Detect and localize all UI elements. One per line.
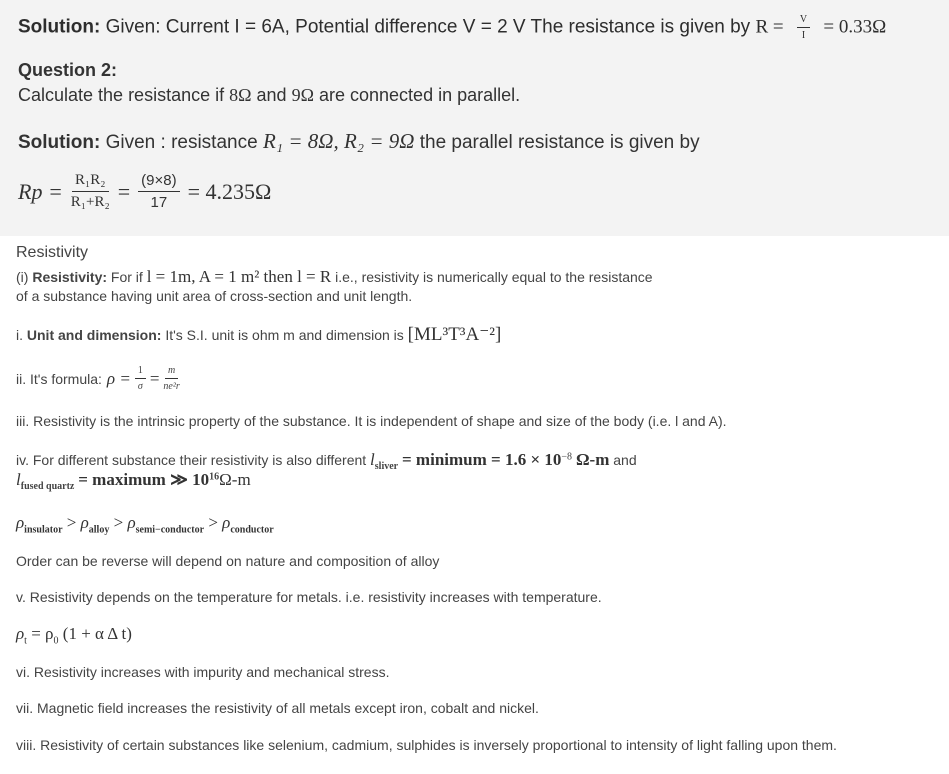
rp-frac-1-num: R₁R₂ — [72, 172, 108, 192]
q2-text-after: are connected in parallel. — [319, 85, 521, 105]
question-2-text — [18, 85, 520, 106]
order-line — [16, 513, 939, 535]
q2-text-before: Calculate the resistance if — [18, 85, 225, 105]
formula-frac-2 — [163, 365, 179, 392]
item-8: viii. Resistivity of certain substances like selenium, cadmium, sulphides is inversely proportional to intensity of light falling upon them. — [16, 737, 837, 753]
unit-math: [ML³T³A⁻²] — [407, 324, 502, 345]
def-label: Resistivity: — [32, 269, 108, 285]
item-4-sub-1: sliver — [374, 460, 399, 472]
parallel-equation — [18, 172, 271, 211]
temp-mid: = ρ — [31, 624, 54, 643]
rp-frac-2-num: (9×8) — [138, 172, 179, 192]
rho-sub-semi: semi−conductor — [135, 524, 205, 536]
unit-dimension — [16, 323, 939, 346]
solution-2-values: R₁ = 8Ω, R₂ = 9Ω — [262, 129, 415, 153]
resistivity-definition — [16, 267, 939, 287]
question-2-heading: Question 2: — [18, 60, 118, 80]
item-3: iii. Resistivity is the intrinsic property of the substance. It is independent of shape and size of the body (i.e. l and A). — [16, 413, 727, 429]
rp-frac-1 — [71, 172, 110, 211]
rho-sub-insulator: insulator — [24, 524, 63, 536]
formula-frac-1 — [135, 365, 146, 392]
gt-3: > — [208, 513, 218, 532]
rho-sub-conductor: conductor — [230, 524, 274, 536]
q2-r2: 9Ω — [291, 85, 314, 105]
solution-2-text: Given : resistance — [105, 132, 258, 153]
item-4-unit: Ω-m — [575, 450, 610, 469]
solution-2-after: the parallel resistance is given by — [419, 132, 700, 153]
formula-f1-den: σ — [137, 381, 143, 392]
item-4-sup-2: 16 — [209, 471, 220, 483]
def-line-2: of a substance having unit area of cross-section and unit length. — [16, 288, 413, 304]
item-4-and: and — [613, 452, 637, 468]
temperature-equation — [16, 624, 939, 646]
rho-2: ρ — [80, 513, 89, 532]
item-4-sub-2: fused quartz — [20, 480, 75, 492]
temp-rhs: (1 + α Δ t) — [62, 624, 132, 643]
formula-text: ii. It's formula: — [16, 370, 102, 387]
solution-1-label: Solution: — [18, 16, 101, 38]
temp-sub-0: 0 — [53, 635, 59, 647]
formula-line: ii. It's formula: ρ = $\frac{1}{\sigma}$ = $\frac{m}{\text{ne²r}}$ — [16, 365, 180, 392]
resistivity-title: Resistivity — [16, 244, 89, 261]
order-note: Order can be reverse will depend on nature and composition of alloy — [16, 553, 440, 569]
rp-eq: = — [117, 178, 131, 204]
item-4-l: l — [370, 450, 375, 469]
item-4-line-2 — [16, 470, 939, 492]
formula-lhs: ρ = — [106, 368, 131, 388]
solution-1-frac-num: V — [797, 14, 810, 28]
solution-2-label: Solution: — [18, 132, 101, 153]
item-4-unit-2: Ω-m — [219, 470, 251, 489]
gt-2: > — [113, 513, 124, 532]
formula-f2-den: ne²r — [163, 381, 180, 392]
solution-1 — [18, 14, 886, 41]
solution-1-fraction — [797, 14, 810, 41]
rho-4: ρ — [222, 513, 231, 532]
item-6: vi. Resistivity increases with impurity and mechanical stress. — [16, 664, 390, 680]
item-4-min: = minimum = 1.6 × 10 — [402, 450, 562, 469]
unit-label: Unit and dimension: — [26, 327, 162, 343]
solution-2 — [18, 129, 700, 154]
def-text-2: i.e., resistivity is numerically equal to the resistance — [335, 269, 653, 285]
def-math: l = 1m, A = 1 m² then l = R — [146, 267, 332, 286]
formula-f1-num: 1 — [135, 365, 146, 379]
rp-frac-1-den: R₁+R₂ — [70, 194, 110, 210]
solutions-panel — [0, 0, 949, 236]
solution-1-frac-den: I — [801, 30, 806, 41]
rho-sub-alloy: alloy — [88, 524, 110, 536]
solution-1-text: Given: Current I = 6A, Potential difference V = 2 V The resistance is given by — [105, 16, 751, 38]
solution-1-result: = 0.33Ω — [823, 16, 887, 38]
rp-frac-2-den: 17 — [150, 194, 168, 211]
item-5: v. Resistivity depends on the temperature for metals. i.e. resistivity increases with temperature. — [16, 589, 602, 605]
def-text-1: For if — [110, 269, 143, 285]
formula-f2-num: m — [165, 365, 178, 379]
item-4 — [16, 450, 939, 472]
rp-result: = 4.235Ω — [187, 178, 272, 204]
unit-text: It's S.I. unit is ohm m and dimension is — [165, 327, 404, 343]
def-prefix: (i) — [16, 269, 29, 285]
q2-and: and — [256, 85, 287, 105]
rho-1: ρ — [16, 513, 25, 532]
temp-sub-t: t — [24, 635, 27, 647]
item-4-sup: −8 — [561, 451, 573, 463]
unit-prefix: i. — [16, 327, 23, 343]
item-4-max: = maximum ≫ 10 — [78, 470, 210, 489]
item-7: vii. Magnetic field increases the resistivity of all metals except iron, cobalt and nickel. — [16, 700, 539, 716]
gt-1: > — [66, 513, 77, 532]
solution-1-formula-lhs: R = — [755, 16, 784, 38]
rp-lhs: Rp = — [18, 178, 63, 204]
item-4-text: iv. For different substance their resistivity is also different — [16, 452, 367, 468]
rho-3: ρ — [127, 513, 136, 532]
temp-lhs: ρ — [16, 624, 25, 643]
rp-frac-2 — [138, 172, 179, 211]
item-4-l2: l — [16, 470, 21, 489]
q2-r1: 8Ω — [229, 85, 252, 105]
